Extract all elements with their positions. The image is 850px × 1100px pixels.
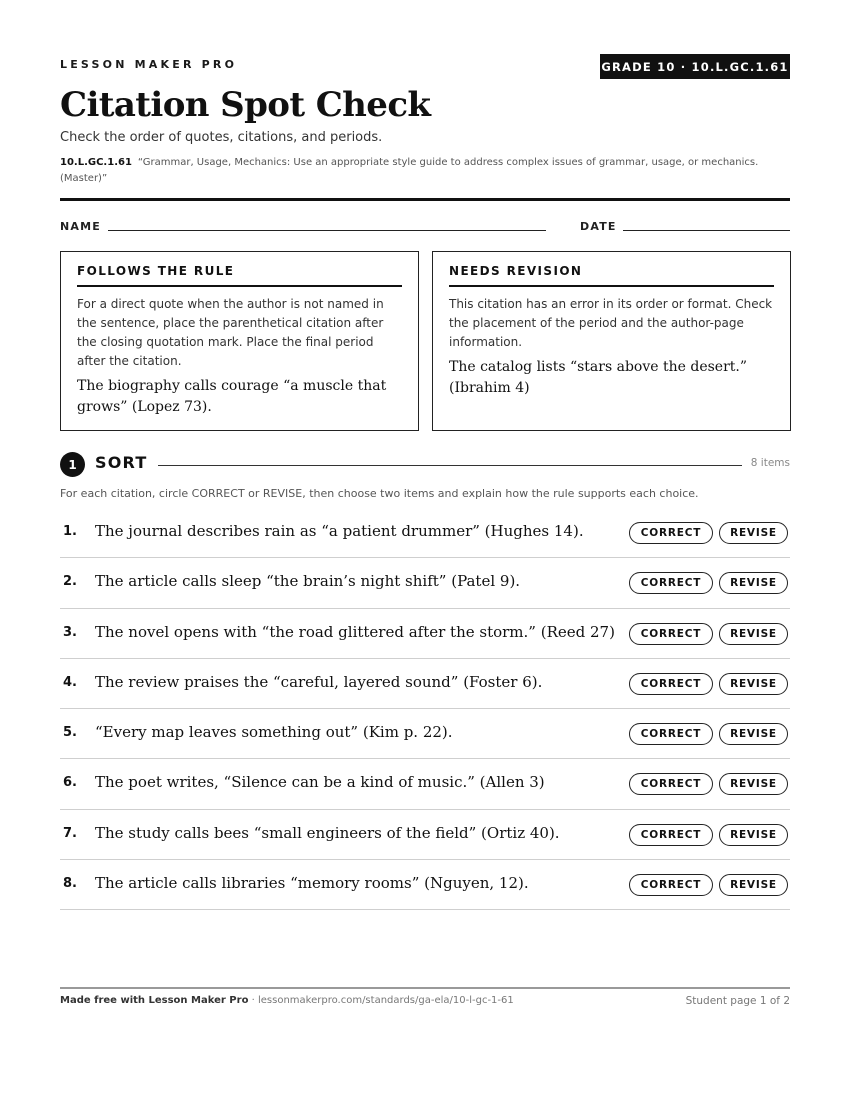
- page-indicator: Student page 1 of 2: [685, 995, 790, 1007]
- list-item: [60, 659, 790, 709]
- list-item: [60, 609, 790, 659]
- item-list: [60, 508, 790, 910]
- standard-text: “Grammar, Usage, Mechanics: Use an appropriate style guide to address complex issues of grammar, usage, or mechanics. (Master)”: [60, 157, 759, 184]
- revise-button[interactable]: REVISE: [719, 623, 788, 645]
- box-description: For a direct quote when the author is not named in the sentence, place the parenthetical citation after the closing quotation mark. Place the final period after the citation.: [77, 297, 384, 368]
- revise-button[interactable]: REVISE: [719, 773, 788, 795]
- correct-button[interactable]: CORRECT: [629, 572, 713, 594]
- correct-button[interactable]: CORRECT: [629, 773, 713, 795]
- item-number: 5.: [63, 725, 77, 741]
- item-count: 8 items: [750, 457, 790, 469]
- item-number: 2.: [63, 574, 77, 590]
- item-number: 1.: [63, 524, 77, 539]
- section-title: SORT: [95, 453, 148, 472]
- item-text: The novel opens with “the road glittered after the storm.” (Reed 27): [95, 622, 615, 641]
- name-field[interactable]: [108, 230, 546, 231]
- revise-button[interactable]: REVISE: [719, 572, 788, 594]
- footer-url: · lessonmakerpro.com/standards/ga-ela/10-l-gc-1-61: [248, 995, 514, 1006]
- item-text: The study calls bees “small engineers of the field” (Ortiz 40).: [95, 823, 560, 842]
- item-text: The article calls libraries “memory rooms” (Nguyen, 12).: [95, 874, 529, 893]
- date-label: DATE: [580, 220, 617, 233]
- revise-button[interactable]: REVISE: [719, 673, 788, 695]
- standard-description: [60, 155, 790, 187]
- correct-button[interactable]: CORRECT: [629, 522, 713, 544]
- correct-button[interactable]: CORRECT: [629, 623, 713, 645]
- box-description: This citation has an error in its order or format. Check the placement of the period and the author-page information.: [449, 297, 773, 349]
- item-number: 4.: [63, 674, 77, 690]
- date-field[interactable]: [623, 230, 790, 231]
- item-number: 3.: [63, 624, 77, 640]
- section-divider: [158, 465, 742, 466]
- item-text: The review praises the “careful, layered sound” (Foster 6).: [95, 672, 543, 691]
- standard-code: 10.L.GC.1.61: [60, 157, 132, 168]
- list-item: [60, 558, 790, 608]
- revise-button[interactable]: REVISE: [719, 522, 788, 544]
- header-divider: [60, 198, 790, 201]
- list-item: [60, 810, 790, 860]
- page-title: Citation Spot Check: [60, 85, 431, 125]
- footer-credit: [60, 995, 514, 1006]
- needs-revision-box: [432, 251, 791, 431]
- item-text: The journal describes rain as “a patient drummer” (Hughes 14).: [95, 522, 584, 540]
- list-item: [60, 759, 790, 809]
- box-example: The biography calls courage “a muscle that grows” (Lopez 73).: [77, 378, 387, 415]
- footer-made-with: Made free with Lesson Maker Pro: [60, 995, 249, 1006]
- box-heading: NEEDS REVISION: [449, 264, 774, 287]
- list-item: [60, 508, 790, 558]
- name-label: NAME: [60, 220, 101, 233]
- footer-divider: [60, 987, 790, 989]
- box-example: The catalog lists “stars above the desert.” (Ibrahim 4): [449, 359, 748, 396]
- grade-badge: GRADE 10 · 10.L.GC.1.61: [600, 54, 790, 79]
- revise-button[interactable]: REVISE: [719, 723, 788, 745]
- list-item: [60, 709, 790, 759]
- list-item: [60, 860, 790, 910]
- item-text: The poet writes, “Silence can be a kind of music.” (Allen 3): [95, 773, 545, 792]
- follows-rule-box: [60, 251, 419, 431]
- item-number: 8.: [63, 876, 77, 892]
- item-text: The article calls sleep “the brain’s night shift” (Patel 9).: [95, 572, 521, 591]
- correct-button[interactable]: CORRECT: [629, 673, 713, 695]
- correct-button[interactable]: CORRECT: [629, 824, 713, 846]
- brand-name: LESSON MAKER PRO: [60, 58, 238, 71]
- section-instructions: For each citation, circle CORRECT or REVISE, then choose two items and explain how the rule supports each choice.: [60, 487, 699, 500]
- revise-button[interactable]: REVISE: [719, 874, 788, 896]
- correct-button[interactable]: CORRECT: [629, 723, 713, 745]
- revise-button[interactable]: REVISE: [719, 824, 788, 846]
- box-heading: FOLLOWS THE RULE: [77, 264, 402, 287]
- section-number-badge: 1: [60, 452, 85, 477]
- correct-button[interactable]: CORRECT: [629, 874, 713, 896]
- item-number: 6.: [63, 775, 77, 791]
- page-subtitle: Check the order of quotes, citations, and periods.: [60, 130, 383, 145]
- item-number: 7.: [63, 825, 77, 841]
- item-text: “Every map leaves something out” (Kim p. 22).: [95, 723, 453, 742]
